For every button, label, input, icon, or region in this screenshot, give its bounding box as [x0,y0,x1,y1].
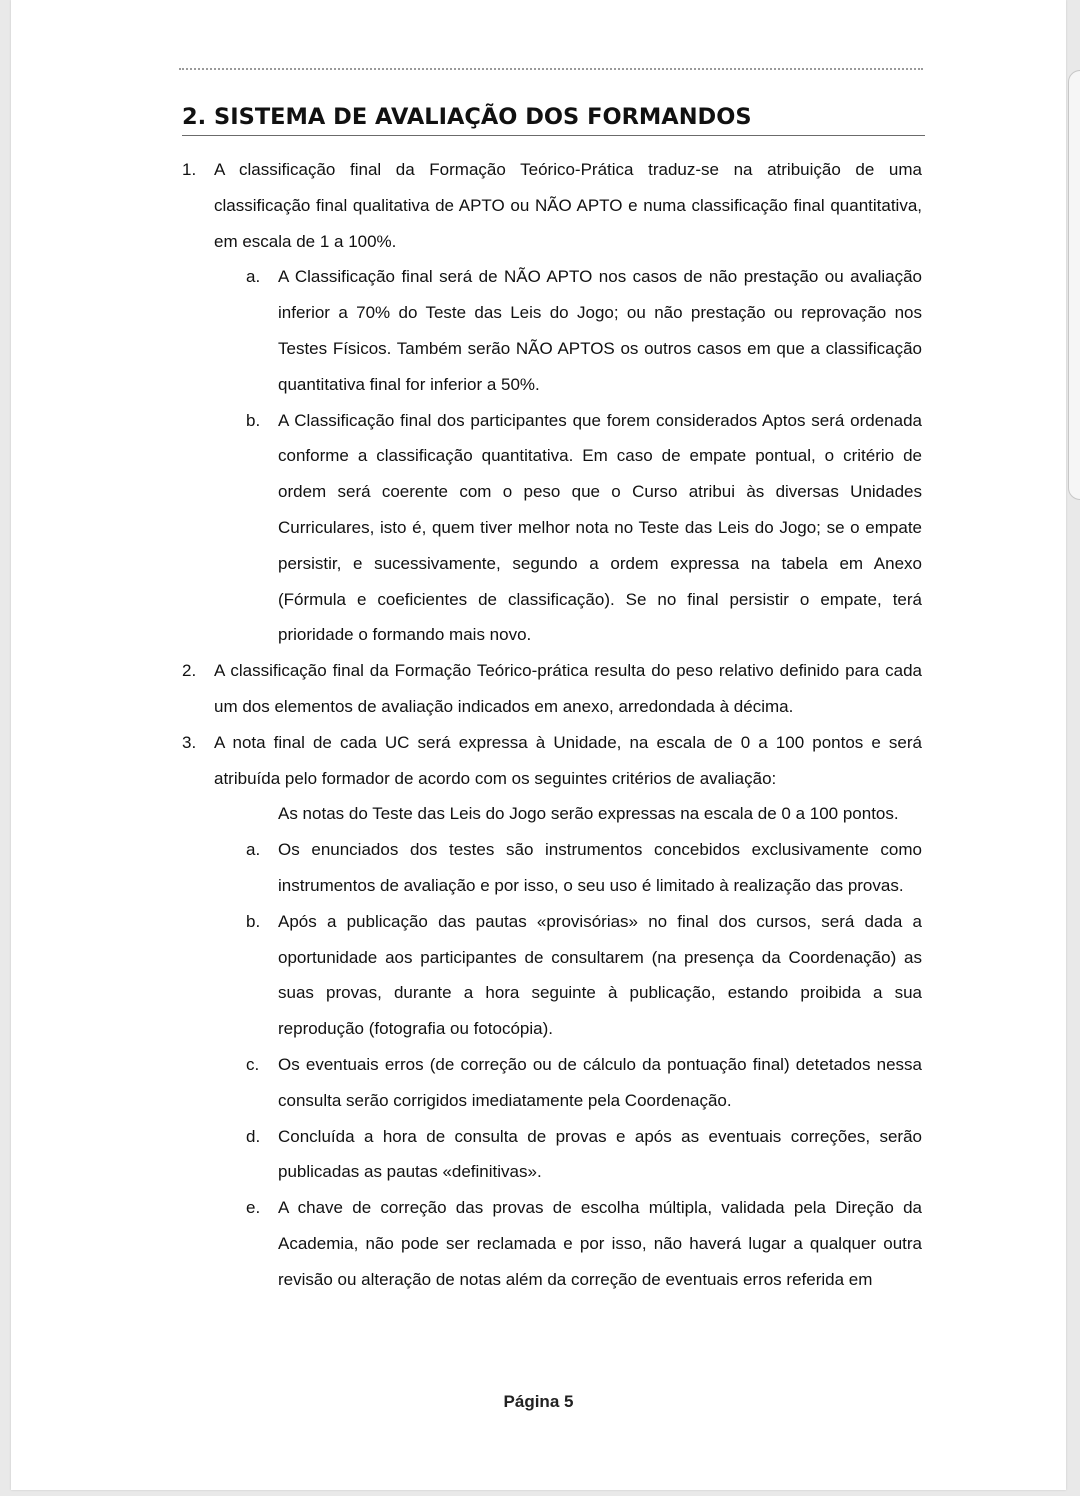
sub-item-3c [182,1047,922,1119]
sub-item-3e [182,1190,922,1297]
sub-marker: a. [246,267,261,287]
sub-item-text: Os enunciados dos testes são instrumentos concebidos exclusivamente como instrumentos de avaliação e por isso, o seu uso é limitado à realização das provas. [278,840,922,895]
document-body [182,152,922,1298]
list-item-1 [182,152,922,259]
sub-item-text: A chave de correção das provas de escolha múltipla, validada pela Direção da Academia, não pode ser reclamada e por isso, não haverá lugar a qualquer outra revisão ou alteração de notas além da correção de eventuais erros referida em [278,1198,922,1289]
sub-item-3b [182,904,922,1047]
sub-item-text: A Classificação final dos participantes que forem considerados Aptos será ordenada conforme a classificação quantitativa. Em caso de empate pontual, o critério de ordem será coerente com o peso que o Curso atribui às diversas Unidades Curriculares, isto é, quem tiver melhor nota no Teste das Leis do Jogo; se o empate persistir, e sucessivamente, segundo a ordem expressa na tabela em Anexo (Fórmula e coeficientes de classificação). Se no final persistir o empate, terá prioridade o formando mais novo. [278,410,922,645]
sub-marker: c. [246,1054,260,1074]
sub-item-1b [182,403,922,654]
section-title: 2. SISTEMA DE AVALIAÇÃO DOS FORMANDOS [182,101,925,136]
sub-marker: a. [246,840,261,860]
sub-item-3d [182,1119,922,1191]
list-item-text: A classificação final da Formação Teórico-Prática traduz-se na atribuição de uma classificação final qualitativa de APTO ou NÃO APTO e numa classificação final quantitativa, em escala de 1 a 100%. [214,160,922,251]
list-item-3 [182,725,922,797]
item-3-note: As notas do Teste das Leis do Jogo serão expressas na escala de 0 a 100 pontos. [278,804,899,824]
sub-item-text: A Classificação final será de NÃO APTO nos casos de não prestação ou avaliação inferior a 70% do Teste das Leis do Jogo; ou não prestação ou reprovação nos Testes Físicos. Também serão NÃO APTOS os outros casos em que a classificação quantitativa final for inferior a 50%. [278,267,922,394]
sub-marker: b. [246,410,261,430]
list-item-text: A classificação final da Formação Teórico-prática resulta do peso relativo definido para cada um dos elementos de avaliação indicados em anexo, arredondada à décima. [214,661,922,716]
sub-item-text: Concluída a hora de consulta de provas e após as eventuais correções, serão publicadas as pautas «definitivas». [278,1126,922,1182]
document-page [11,0,1066,1490]
sub-item-text: Após a publicação das pautas «provisórias» no final dos cursos, será dada a oportunidade aos participantes de consultarem (na presença da Coordenação) as suas provas, durante a hora seguinte à publicação, estando proibida a sua reprodução (fotografia ou fotocópia). [278,911,922,1039]
sub-item-3a [182,832,922,904]
list-marker: 2. [182,661,197,681]
list-item-text: A nota final de cada UC será expressa à Unidade, na escala de 0 a 100 pontos e será atribuída pelo formador de acordo com os seguintes critérios de avaliação: [214,732,922,788]
header-dotted-rule [179,68,923,70]
sub-marker: d. [246,1126,261,1146]
scrollbar-thumb[interactable] [1068,70,1080,500]
list-item-2 [182,653,922,725]
sub-item-1a [182,259,922,402]
sub-marker: b. [246,911,261,931]
list-marker: 1. [182,160,197,179]
sub-marker: e. [246,1198,261,1218]
sub-item-text: Os eventuais erros (de correção ou de cálculo da pontuação final) detetados nessa consulta serão corrigidos imediatamente pela Coordenação. [278,1054,922,1110]
list-marker: 3. [182,732,197,752]
page-number: Página 5 [503,1392,574,1411]
